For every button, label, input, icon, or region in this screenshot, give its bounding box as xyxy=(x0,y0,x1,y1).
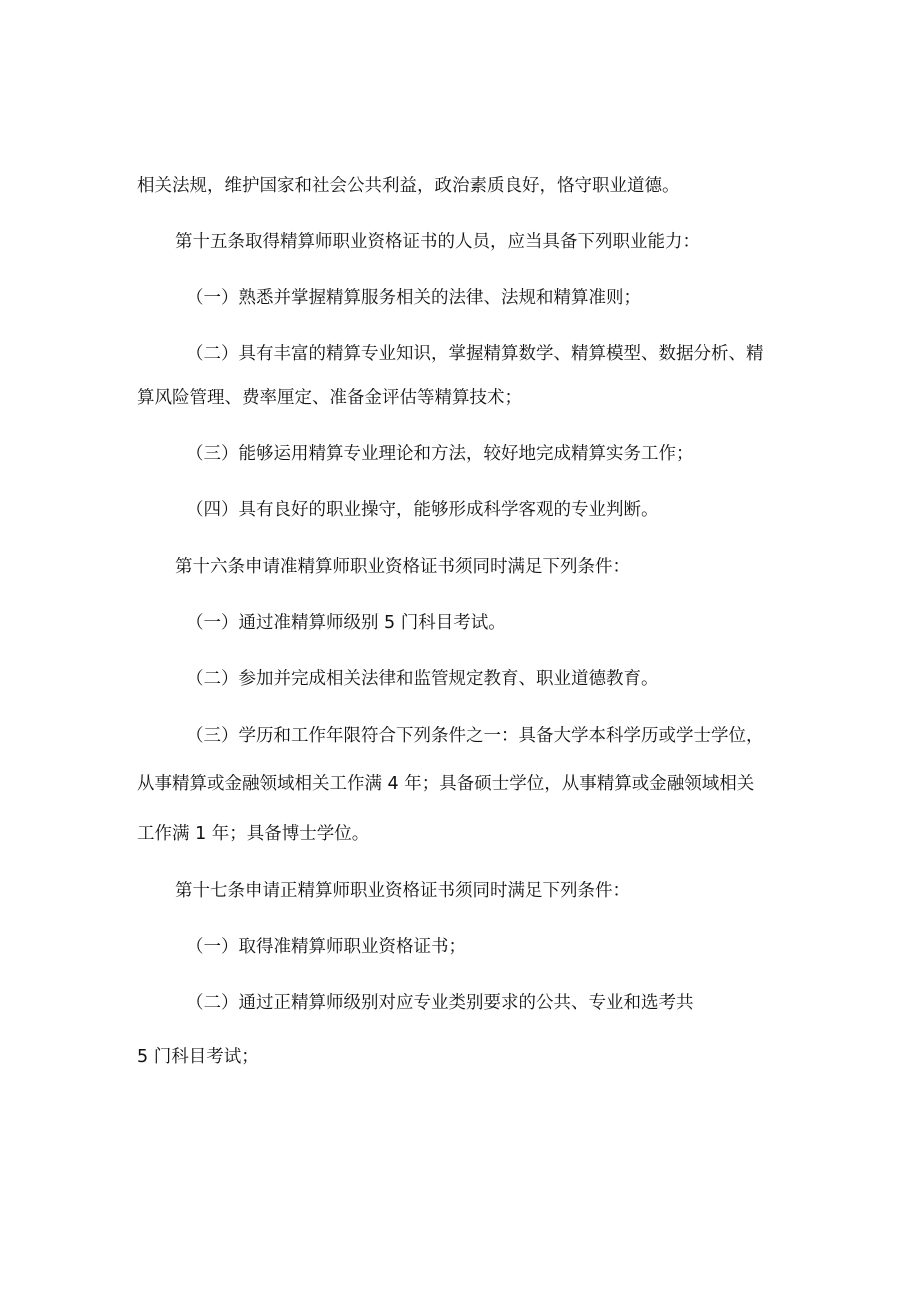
article-15-item-2: （二）具有丰富的精算专业知识，掌握精算数学、精算模型、数据分析、精 xyxy=(186,344,764,364)
article-15-item-4: （四）具有良好的职业操守，能够形成科学客观的专业判断。 xyxy=(186,500,659,520)
article-15-item-1: （一）熟悉并掌握精算服务相关的法律、法规和精算准则； xyxy=(186,288,641,308)
article-15-item-3: （三）能够运用精算专业理论和方法，较好地完成精算实务工作； xyxy=(186,444,694,464)
article-16-item-3-cont-1: 从事精算或金融领域相关工作满 4 年；具备硕士学位，从事精算或金融领域相关 xyxy=(137,774,755,794)
article-16-item-2: （二）参加并完成相关法律和监管规定教育、职业道德教育。 xyxy=(186,669,659,689)
article-17-item-1: （一）取得准精算师职业资格证书； xyxy=(186,937,466,957)
article-17-item-2-cont: 5 门科目考试； xyxy=(137,1047,259,1067)
article-16-item-1: （一）通过准精算师级别 5 门科目考试。 xyxy=(186,613,506,633)
article-17-item-2: （二）通过正精算师级别对应专业类别要求的公共、专业和选考共 xyxy=(186,993,694,1013)
paragraph-line: 相关法规，维护国家和社会公共利益，政治素质良好，恪守职业道德。 xyxy=(137,176,680,196)
article-16-item-3-cont-2: 工作满 1 年；具备博士学位。 xyxy=(137,824,370,844)
article-15-item-2-cont: 算风险管理、费率厘定、准备金评估等精算技术； xyxy=(137,388,522,408)
article-16-heading: 第十六条申请准精算师职业资格证书须同时满足下列条件： xyxy=(175,557,630,577)
article-15-heading: 第十五条取得精算师职业资格证书的人员，应当具备下列职业能力： xyxy=(175,232,700,252)
article-17-heading: 第十七条申请正精算师职业资格证书须同时满足下列条件： xyxy=(175,881,630,901)
article-16-item-3: （三）学历和工作年限符合下列条件之一：具备大学本科学历或学士学位， xyxy=(186,726,764,746)
